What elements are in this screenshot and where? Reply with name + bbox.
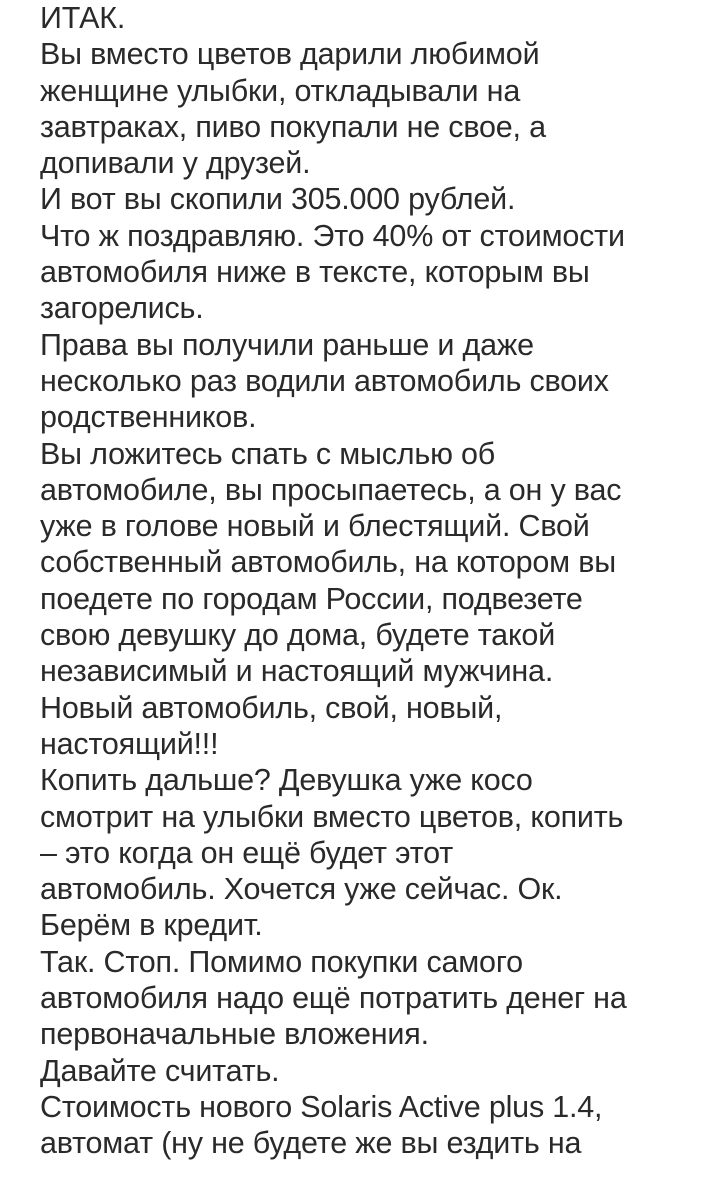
text-line: настоящий!!! — [40, 726, 219, 761]
text-line: Копить дальше? Девушка уже косо — [40, 763, 533, 798]
text-line: Вы ложитесь спать с мыслью об — [40, 436, 496, 471]
text-line: смотрит на улыбки вместо цветов, копить — [40, 799, 624, 834]
text-line: несколько раз водили автомобиль своих — [40, 363, 609, 398]
text-line: Вы вместо цветов дарили любимой — [40, 37, 540, 72]
text-line: независимый и настоящий мужчина. — [40, 654, 554, 689]
article-text — [40, 0, 700, 1162]
text-line: поедете по городам России, подвезете — [40, 581, 583, 616]
text-line: Права вы получили раньше и даже — [40, 327, 534, 362]
text-line: автомобиль. Хочется уже сейчас. Ок. — [40, 872, 563, 907]
text-line: родственников. — [40, 400, 257, 435]
text-line: уже в голове новый и блестящий. Свой — [40, 509, 590, 544]
text-line: автомобиле, вы просыпаетесь, а он у вас — [40, 472, 622, 507]
text-line: автомобиля ниже в тексте, которым вы — [40, 255, 590, 290]
text-line: Новый автомобиль, свой, новый, — [40, 690, 503, 725]
text-line: Так. Стоп. Помимо покупки самого — [40, 944, 523, 979]
text-line: И вот вы скопили 305.000 рублей. — [40, 182, 516, 217]
text-line: Давайте считать. — [40, 1053, 280, 1088]
text-line: – это когда он ещё будет этот — [40, 835, 454, 870]
text-line: допивали у друзей. — [40, 146, 311, 181]
text-line: автомат (ну не будете же вы ездить на — [40, 1126, 582, 1161]
text-line: автомобиля надо ещё потратить денег на — [40, 981, 627, 1016]
text-line: собственный автомобиль, на котором вы — [40, 545, 616, 580]
text-line: загорелись. — [40, 291, 204, 326]
text-line: женщине улыбки, откладывали на — [40, 73, 521, 108]
text-line: первоначальные вложения. — [40, 1017, 429, 1052]
text-line: Берём в кредит. — [40, 908, 263, 943]
text-line: свою девушку до дома, будете такой — [40, 618, 556, 653]
text-line: Стоимость нового Solaris Active plus 1.4, — [40, 1089, 603, 1124]
text-line: завтраках, пиво покупали не свое, а — [40, 109, 546, 144]
text-line: ИТАК. — [40, 1, 126, 35]
text-line: Что ж поздравляю. Это 40% от стоимости — [40, 218, 625, 253]
